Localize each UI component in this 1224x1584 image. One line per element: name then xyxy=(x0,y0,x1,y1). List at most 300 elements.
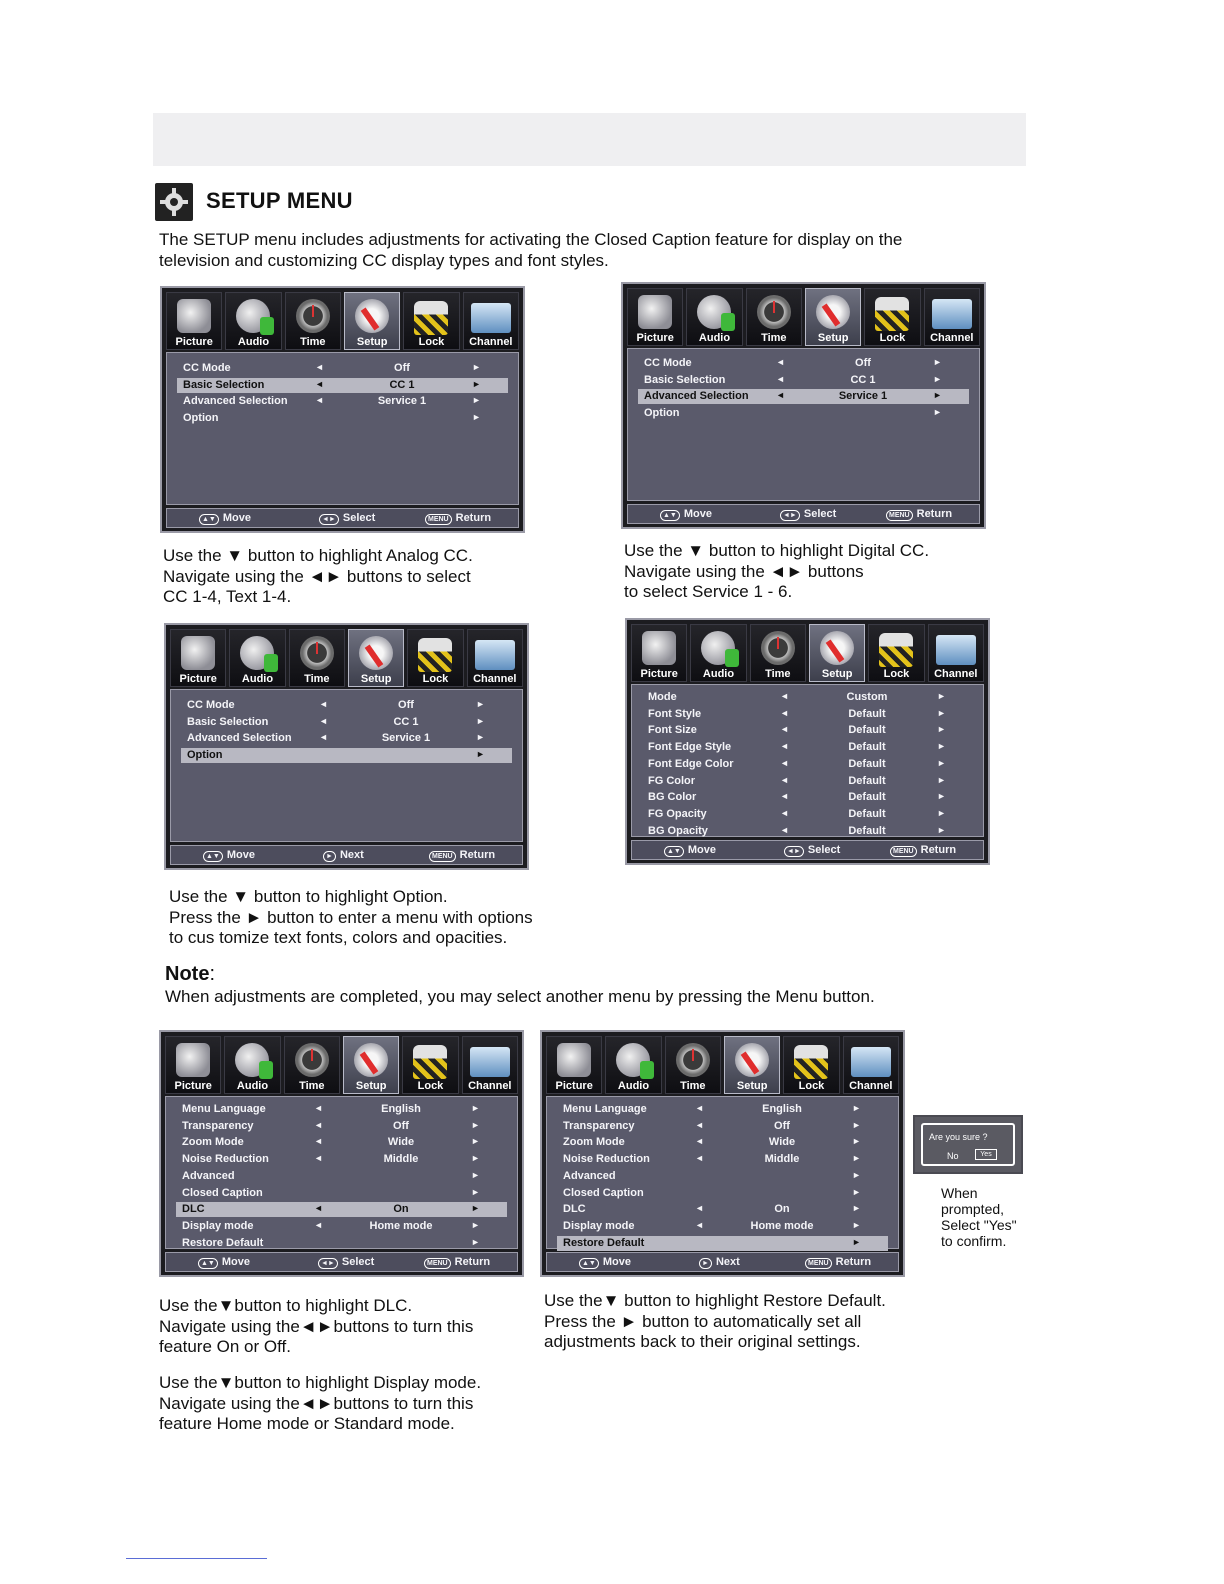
menu-row[interactable] xyxy=(642,707,973,722)
menu-row[interactable] xyxy=(176,1119,507,1134)
osd-tab-bar xyxy=(546,1036,899,1094)
lock-icon xyxy=(418,638,452,672)
tab-time[interactable] xyxy=(285,292,341,350)
right-arrow-icon[interactable]: ► xyxy=(852,1186,861,1197)
return-hint xyxy=(886,508,952,521)
right-arrow-icon[interactable]: ► xyxy=(933,357,942,367)
tab-time[interactable] xyxy=(746,288,802,346)
menu-row[interactable] xyxy=(638,389,969,404)
menu-row-label: Restore Default xyxy=(182,1236,264,1249)
move-hint xyxy=(664,844,716,857)
right-arrow-icon[interactable]: ► xyxy=(852,1153,861,1164)
left-arrow-icon[interactable]: ◄ xyxy=(776,373,785,384)
right-arrow-icon[interactable]: ► xyxy=(476,732,485,743)
tab-channel[interactable] xyxy=(843,1036,899,1094)
osd-tab-bar xyxy=(170,629,523,687)
menu-row-value: Off xyxy=(393,1119,409,1132)
footer-label: Move xyxy=(683,508,712,520)
left-arrow-icon[interactable]: ◄ xyxy=(780,807,789,818)
menu-row-label: DLC xyxy=(563,1203,586,1216)
tab-label: Audio xyxy=(236,1080,269,1092)
osd-footer xyxy=(166,508,519,528)
osd-menu-body xyxy=(627,348,980,501)
osd-footer xyxy=(631,840,984,860)
remote-key-icon: ▲▼ xyxy=(198,1258,218,1269)
remote-key-icon: ▲▼ xyxy=(203,851,223,862)
clock-icon xyxy=(761,631,795,665)
tab-picture[interactable] xyxy=(170,629,226,687)
menu-row[interactable] xyxy=(642,790,973,805)
return-hint xyxy=(429,849,495,862)
tab-picture[interactable] xyxy=(166,292,222,350)
menu-row-label: Noise Reduction xyxy=(182,1153,269,1166)
menu-row[interactable] xyxy=(557,1219,888,1234)
right-arrow-icon[interactable]: ► xyxy=(937,741,946,752)
tab-channel[interactable] xyxy=(467,629,523,687)
right-arrow-icon[interactable]: ► xyxy=(471,1119,480,1130)
menu-row[interactable] xyxy=(557,1119,888,1134)
right-arrow-icon[interactable]: ► xyxy=(476,749,485,760)
tab-lock[interactable] xyxy=(868,624,924,682)
menu-row-label: Option xyxy=(644,407,680,420)
osd-footer xyxy=(546,1252,899,1272)
tab-label: Setup xyxy=(736,1080,768,1092)
note-text: When adjustments are completed, you may select another menu by pressing the Menu button. xyxy=(165,987,875,1006)
menu-row[interactable] xyxy=(181,698,512,713)
footer-label: Move xyxy=(221,1256,250,1268)
left-arrow-icon[interactable]: ◄ xyxy=(695,1103,704,1113)
clock-icon xyxy=(296,299,330,333)
move-hint xyxy=(199,512,251,525)
tab-time[interactable] xyxy=(750,624,806,682)
osd-menu-body xyxy=(631,684,984,837)
tab-audio[interactable] xyxy=(229,629,285,687)
tab-label: Time xyxy=(304,673,330,685)
audio-icon xyxy=(236,299,270,333)
left-arrow-icon[interactable]: ◄ xyxy=(314,1119,323,1130)
tab-label: Time xyxy=(761,332,787,344)
osd-menu-body xyxy=(546,1096,899,1249)
left-arrow-icon[interactable]: ◄ xyxy=(695,1203,704,1214)
tab-label: Setup xyxy=(355,1080,387,1092)
left-arrow-icon[interactable]: ◄ xyxy=(314,1136,323,1147)
return-hint xyxy=(425,512,491,525)
menu-row-label: CC Mode xyxy=(187,699,235,711)
tab-channel[interactable] xyxy=(928,624,984,682)
menu-row-value: Wide xyxy=(768,1136,796,1149)
left-arrow-icon[interactable]: ◄ xyxy=(315,395,324,406)
right-arrow-icon[interactable]: ► xyxy=(852,1169,861,1180)
right-arrow-icon[interactable]: ► xyxy=(937,824,946,835)
tab-label: Time xyxy=(299,1080,325,1092)
menu-row[interactable] xyxy=(642,723,973,738)
tab-time[interactable] xyxy=(665,1036,721,1094)
footer-label: Return xyxy=(920,844,957,856)
audio-icon xyxy=(701,631,735,665)
menu-row[interactable] xyxy=(557,1186,888,1201)
left-arrow-icon[interactable]: ◄ xyxy=(776,390,785,401)
right-arrow-icon[interactable]: ► xyxy=(933,407,942,418)
confirm-question: Are you sure ? xyxy=(929,1132,988,1142)
tab-setup[interactable] xyxy=(809,624,865,682)
menu-row-value: Service 1 xyxy=(838,390,888,403)
menu-row[interactable] xyxy=(557,1236,888,1251)
remote-key-icon: MENU xyxy=(425,514,452,525)
left-arrow-icon[interactable]: ◄ xyxy=(695,1119,704,1130)
left-arrow-icon[interactable]: ◄ xyxy=(314,1219,323,1230)
audio-icon xyxy=(235,1043,269,1077)
menu-row-label: Menu Language xyxy=(182,1103,266,1115)
tab-label: Audio xyxy=(241,673,274,685)
menu-row[interactable] xyxy=(642,757,973,772)
menu-row-label: FG Color xyxy=(648,774,696,787)
left-arrow-icon[interactable]: ◄ xyxy=(780,724,789,735)
tab-setup[interactable] xyxy=(805,288,861,346)
right-arrow-icon[interactable]: ► xyxy=(852,1236,861,1247)
clock-icon xyxy=(300,636,334,670)
left-arrow-icon[interactable]: ◄ xyxy=(695,1136,704,1147)
left-arrow-icon[interactable]: ◄ xyxy=(780,691,789,701)
right-arrow-icon[interactable]: ► xyxy=(472,378,481,389)
tab-label: Setup xyxy=(821,668,853,680)
left-arrow-icon[interactable]: ◄ xyxy=(780,741,789,752)
right-arrow-icon[interactable]: ► xyxy=(476,715,485,726)
menu-row-label: Basic Selection xyxy=(187,715,269,728)
camera-icon xyxy=(638,295,672,329)
left-arrow-icon[interactable]: ◄ xyxy=(695,1219,704,1230)
menu-row[interactable] xyxy=(176,1186,507,1201)
monitor-icon xyxy=(471,303,511,333)
camera-icon xyxy=(177,299,211,333)
right-arrow-icon[interactable]: ► xyxy=(937,757,946,768)
tab-audio[interactable] xyxy=(605,1036,661,1094)
left-arrow-icon[interactable]: ◄ xyxy=(780,791,789,802)
menu-row[interactable] xyxy=(557,1135,888,1150)
tab-label: Picture xyxy=(636,332,674,344)
confirm-no-button[interactable]: No xyxy=(947,1151,959,1161)
osd-menu-body xyxy=(165,1096,518,1249)
right-arrow-icon[interactable]: ► xyxy=(937,791,946,802)
menu-row-label: Advanced Selection xyxy=(187,732,292,745)
menu-row-value: On xyxy=(393,1203,409,1216)
right-arrow-icon[interactable]: ► xyxy=(472,395,481,406)
right-arrow-icon[interactable]: ► xyxy=(471,1236,480,1247)
camera-icon xyxy=(642,631,676,665)
tab-setup[interactable] xyxy=(724,1036,780,1094)
caption-option: Use the ▼ button to highlight Option. Press the ► button to enter a menu with options to cus tomize text fonts, colors and opacities. xyxy=(169,887,533,947)
menu-row[interactable] xyxy=(176,1135,507,1150)
tab-label: Time xyxy=(680,1080,706,1092)
footer-label: Move xyxy=(226,849,255,861)
menu-row[interactable] xyxy=(176,1169,507,1184)
select-hint xyxy=(318,1256,374,1269)
tab-label: Channel xyxy=(469,336,513,348)
menu-row-label: CC Mode xyxy=(183,362,231,374)
menu-row[interactable] xyxy=(557,1202,888,1217)
right-arrow-icon[interactable]: ► xyxy=(937,807,946,818)
menu-row-value: Middle xyxy=(383,1153,419,1166)
left-arrow-icon[interactable]: ◄ xyxy=(780,707,789,718)
left-arrow-icon[interactable]: ◄ xyxy=(314,1153,323,1164)
osd-menu-body xyxy=(170,689,523,842)
tab-channel[interactable] xyxy=(924,288,980,346)
left-arrow-icon[interactable]: ◄ xyxy=(315,378,324,389)
clock-icon xyxy=(676,1043,710,1077)
right-arrow-icon[interactable]: ► xyxy=(476,699,485,709)
menu-row-label: Display mode xyxy=(563,1219,635,1232)
footer-label: Return xyxy=(454,1256,491,1268)
menu-row[interactable] xyxy=(638,406,969,421)
menu-row-value: English xyxy=(381,1103,421,1115)
tab-label: Picture xyxy=(174,1080,212,1092)
menu-row[interactable] xyxy=(176,1152,507,1167)
remote-key-icon: MENU xyxy=(805,1258,832,1269)
footer-label: Select xyxy=(803,508,837,520)
menu-row-value: Default xyxy=(848,724,886,737)
tab-label: Time xyxy=(300,336,326,348)
menu-row-label: Font Size xyxy=(648,724,697,737)
lock-icon xyxy=(414,301,448,335)
menu-row-label: Closed Caption xyxy=(182,1186,263,1199)
menu-row-value: CC 1 xyxy=(389,378,415,391)
tab-label: Audio xyxy=(237,336,270,348)
tab-lock[interactable] xyxy=(783,1036,839,1094)
menu-row[interactable] xyxy=(638,356,969,371)
tab-label: Lock xyxy=(417,1080,444,1092)
footer-label: Return xyxy=(835,1256,872,1268)
move-hint xyxy=(579,1256,631,1269)
gear-icon xyxy=(735,1043,769,1077)
confirm-yes-button[interactable]: Yes xyxy=(975,1149,997,1160)
tab-channel[interactable] xyxy=(463,292,519,350)
confirm-note: When prompted, Select "Yes" to confirm. xyxy=(941,1185,1017,1249)
remote-key-icon: MENU xyxy=(886,510,913,521)
left-arrow-icon[interactable]: ◄ xyxy=(314,1203,323,1214)
move-hint xyxy=(660,508,712,521)
tab-label: Time xyxy=(765,668,791,680)
menu-row-label: Zoom Mode xyxy=(563,1136,625,1149)
tab-picture[interactable] xyxy=(546,1036,602,1094)
tab-setup[interactable] xyxy=(348,629,404,687)
right-arrow-icon[interactable]: ► xyxy=(472,412,481,423)
note-heading: Note: xyxy=(165,963,216,985)
osd-footer xyxy=(165,1252,518,1272)
gear-icon xyxy=(359,636,393,670)
audio-icon xyxy=(697,295,731,329)
tab-audio[interactable] xyxy=(224,1036,280,1094)
menu-row-label: Display mode xyxy=(182,1219,254,1232)
menu-row-label: Noise Reduction xyxy=(563,1153,650,1166)
caption-restore-default: Use the▼ button to highlight Restore Default. Press the ► button to automatically set all adjustments back to their original settings. xyxy=(544,1291,886,1351)
menu-row-label: Transparency xyxy=(182,1119,254,1132)
menu-row-label: Font Style xyxy=(648,707,702,720)
footer-label: Next xyxy=(339,849,364,861)
footer-label: Return xyxy=(455,512,492,524)
right-arrow-icon[interactable]: ► xyxy=(852,1119,861,1130)
menu-row[interactable] xyxy=(177,394,508,409)
tab-lock[interactable] xyxy=(403,292,459,350)
tab-audio[interactable] xyxy=(690,624,746,682)
menu-row[interactable] xyxy=(176,1236,507,1251)
right-arrow-icon[interactable]: ► xyxy=(852,1219,861,1230)
menu-row[interactable] xyxy=(177,378,508,393)
tab-label: Audio xyxy=(617,1080,650,1092)
osd-tab-bar xyxy=(631,624,984,682)
menu-row-value: Default xyxy=(848,757,886,770)
right-arrow-icon[interactable]: ► xyxy=(472,362,481,372)
menu-row-value: Service 1 xyxy=(377,395,427,408)
move-hint xyxy=(203,849,255,862)
tab-lock[interactable] xyxy=(402,1036,458,1094)
menu-row-value: Service 1 xyxy=(381,732,431,745)
tab-label: Setup xyxy=(360,673,392,685)
tab-label: Audio xyxy=(702,668,735,680)
tab-audio[interactable] xyxy=(686,288,742,346)
tab-channel[interactable] xyxy=(462,1036,518,1094)
osd-screen-2 xyxy=(621,282,986,529)
setup-gear-icon xyxy=(155,183,193,221)
tab-time[interactable] xyxy=(289,629,345,687)
confirm-dialog xyxy=(913,1115,1023,1174)
menu-row[interactable] xyxy=(176,1202,507,1217)
right-arrow-icon[interactable]: ► xyxy=(471,1153,480,1164)
menu-row[interactable] xyxy=(177,411,508,426)
menu-row-label: Zoom Mode xyxy=(182,1136,244,1149)
return-hint xyxy=(890,844,956,857)
tab-picture[interactable] xyxy=(631,624,687,682)
menu-row-value: Home mode xyxy=(369,1219,433,1232)
tab-lock[interactable] xyxy=(407,629,463,687)
menu-row[interactable] xyxy=(638,373,969,388)
left-arrow-icon[interactable]: ◄ xyxy=(319,699,328,709)
left-arrow-icon[interactable]: ◄ xyxy=(314,1103,323,1113)
tab-audio[interactable] xyxy=(225,292,281,350)
right-arrow-icon[interactable]: ► xyxy=(471,1103,480,1113)
monitor-icon xyxy=(932,299,972,329)
menu-row[interactable] xyxy=(642,807,973,822)
left-arrow-icon[interactable]: ◄ xyxy=(319,732,328,743)
menu-row[interactable] xyxy=(181,748,512,763)
menu-row-value: Wide xyxy=(387,1136,415,1149)
osd-screen-1 xyxy=(160,286,525,533)
menu-row-value: English xyxy=(762,1103,802,1115)
left-arrow-icon[interactable]: ◄ xyxy=(780,824,789,835)
left-arrow-icon[interactable]: ◄ xyxy=(780,774,789,785)
right-arrow-icon[interactable]: ► xyxy=(937,691,946,701)
monitor-icon xyxy=(851,1047,891,1077)
right-arrow-icon[interactable]: ► xyxy=(852,1136,861,1147)
menu-row-value: Middle xyxy=(764,1153,800,1166)
osd-tab-bar xyxy=(165,1036,518,1094)
tab-setup[interactable] xyxy=(344,292,400,350)
right-arrow-icon[interactable]: ► xyxy=(933,373,942,384)
menu-row-value: Default xyxy=(848,707,886,720)
right-arrow-icon[interactable]: ► xyxy=(937,774,946,785)
right-arrow-icon[interactable]: ► xyxy=(471,1136,480,1147)
lock-icon xyxy=(875,297,909,331)
right-arrow-icon[interactable]: ► xyxy=(937,724,946,735)
right-arrow-icon[interactable]: ► xyxy=(471,1203,480,1214)
gear-icon xyxy=(355,299,389,333)
left-arrow-icon[interactable]: ◄ xyxy=(695,1153,704,1164)
menu-row-value: On xyxy=(774,1203,790,1216)
menu-row[interactable] xyxy=(642,774,973,789)
menu-row-label: DLC xyxy=(182,1203,205,1216)
menu-row[interactable] xyxy=(642,740,973,755)
menu-row[interactable] xyxy=(177,361,508,376)
remote-key-icon: ▲▼ xyxy=(660,510,680,521)
left-arrow-icon[interactable]: ◄ xyxy=(319,715,328,726)
menu-row-label: Basic Selection xyxy=(183,378,265,391)
tab-label: Setup xyxy=(356,336,388,348)
menu-row[interactable] xyxy=(642,690,973,705)
right-arrow-icon[interactable]: ► xyxy=(852,1103,861,1113)
page-title: SETUP MENU xyxy=(206,188,353,213)
menu-row[interactable] xyxy=(557,1169,888,1184)
right-arrow-icon[interactable]: ► xyxy=(852,1203,861,1214)
select-hint xyxy=(319,512,375,525)
osd-tab-bar xyxy=(627,288,980,346)
footer-label: Next xyxy=(715,1256,740,1268)
remote-key-icon: ► xyxy=(323,851,336,862)
menu-row-label: Restore Default xyxy=(563,1236,645,1249)
return-hint xyxy=(805,1256,871,1269)
left-arrow-icon[interactable]: ◄ xyxy=(315,362,324,372)
tab-label: Lock xyxy=(798,1080,825,1092)
menu-row[interactable] xyxy=(181,715,512,730)
tab-picture[interactable] xyxy=(627,288,683,346)
right-arrow-icon[interactable]: ► xyxy=(933,390,942,401)
menu-row[interactable] xyxy=(557,1102,888,1117)
menu-row-value: Default xyxy=(848,824,886,837)
lock-icon xyxy=(879,633,913,667)
menu-row-label: FG Opacity xyxy=(648,807,707,820)
menu-row-value: Default xyxy=(848,791,886,804)
menu-row[interactable] xyxy=(557,1152,888,1167)
select-hint xyxy=(323,849,364,862)
monitor-icon xyxy=(475,640,515,670)
clock-icon xyxy=(757,295,791,329)
osd-menu-body xyxy=(166,352,519,505)
select-hint xyxy=(780,508,836,521)
tab-label: Audio xyxy=(698,332,731,344)
menu-row-value: Off xyxy=(855,357,871,369)
menu-row[interactable] xyxy=(176,1102,507,1117)
right-arrow-icon[interactable]: ► xyxy=(471,1219,480,1230)
menu-row[interactable] xyxy=(642,824,973,839)
osd-footer xyxy=(627,504,980,524)
right-arrow-icon[interactable]: ► xyxy=(471,1169,480,1180)
menu-row[interactable] xyxy=(181,731,512,746)
tab-setup[interactable] xyxy=(343,1036,399,1094)
tab-label: Lock xyxy=(883,668,910,680)
lock-icon xyxy=(794,1045,828,1079)
right-arrow-icon[interactable]: ► xyxy=(471,1186,480,1197)
tab-time[interactable] xyxy=(284,1036,340,1094)
right-arrow-icon[interactable]: ► xyxy=(937,707,946,718)
tab-label: Channel xyxy=(930,332,974,344)
camera-icon xyxy=(557,1043,591,1077)
audio-icon xyxy=(616,1043,650,1077)
left-arrow-icon[interactable]: ◄ xyxy=(780,757,789,768)
tab-lock[interactable] xyxy=(864,288,920,346)
osd-screen-4 xyxy=(625,618,990,865)
left-arrow-icon[interactable]: ◄ xyxy=(776,357,785,367)
menu-row-value: Home mode xyxy=(750,1219,814,1232)
remote-key-icon: MENU xyxy=(429,851,456,862)
menu-row[interactable] xyxy=(176,1219,507,1234)
tab-picture[interactable] xyxy=(165,1036,221,1094)
